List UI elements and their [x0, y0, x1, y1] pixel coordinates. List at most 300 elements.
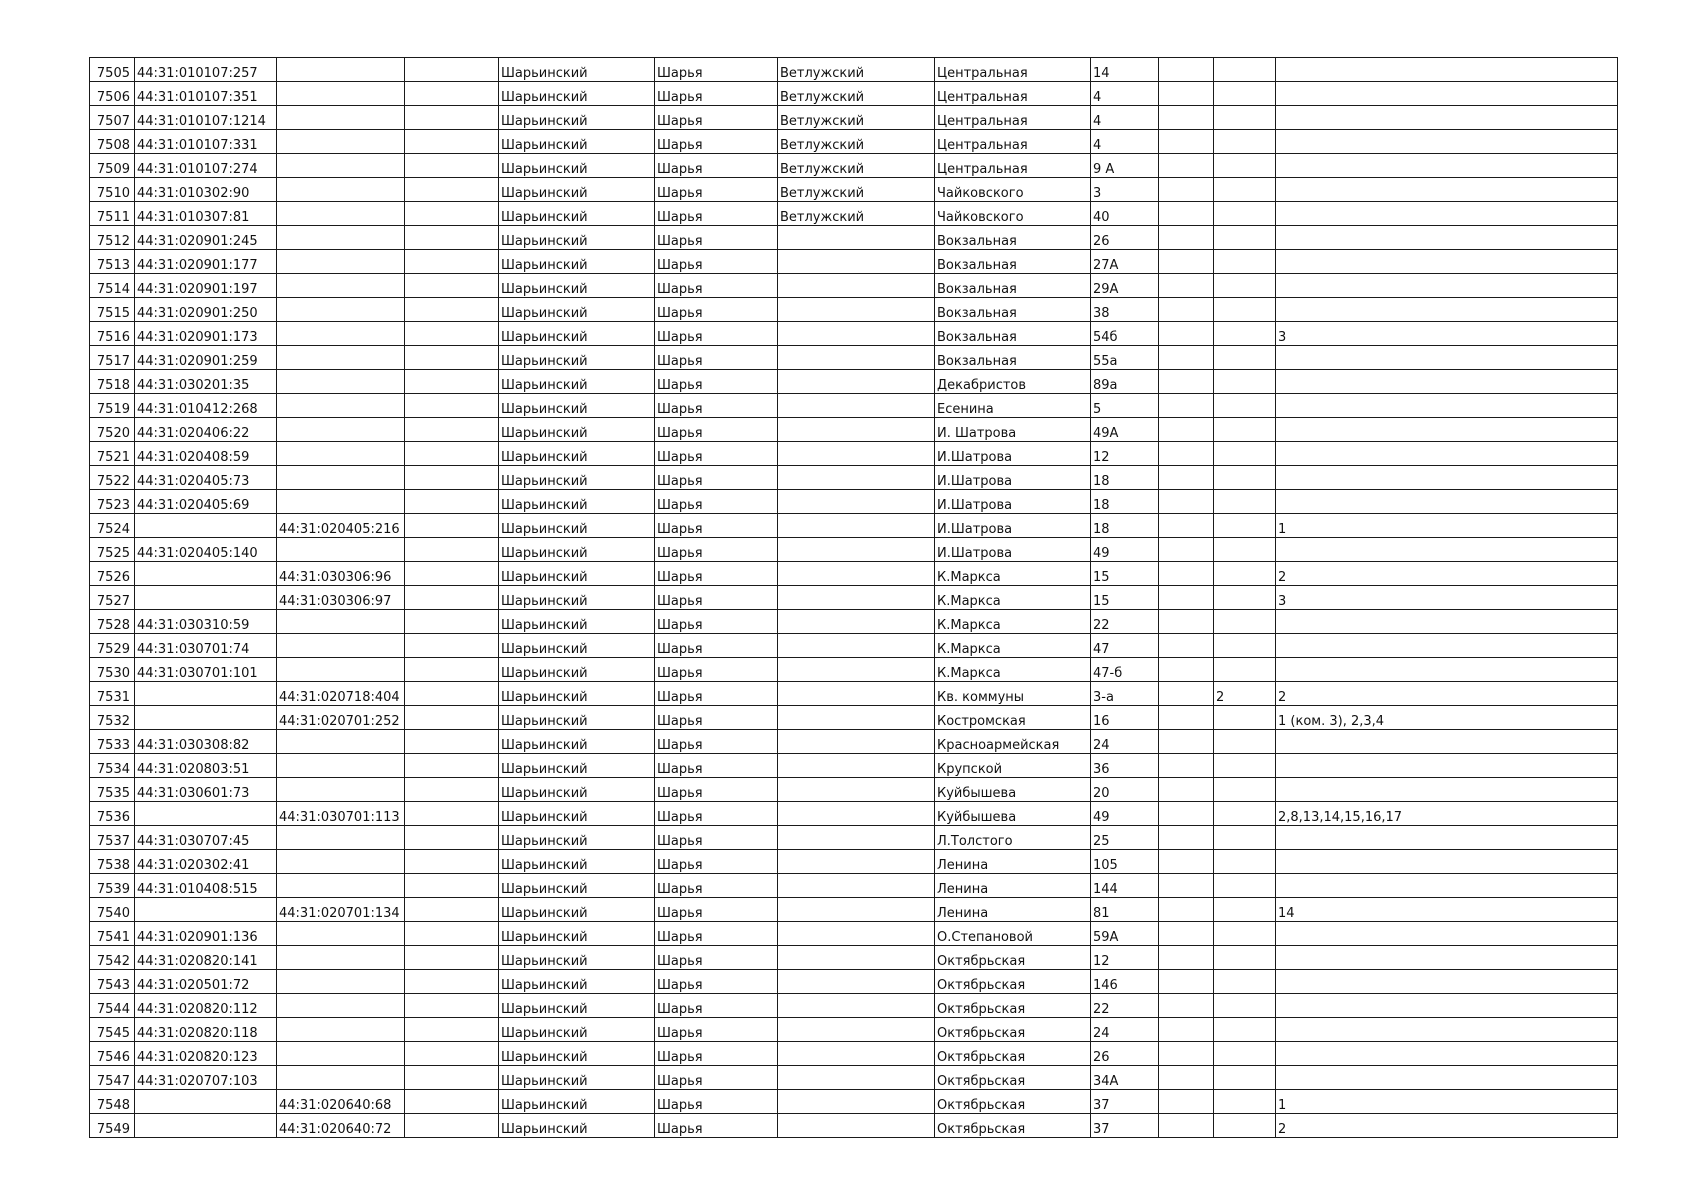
- street-cell: Центральная: [935, 82, 1091, 106]
- row-number-cell: 7536: [90, 802, 135, 826]
- row-number-cell: 7521: [90, 442, 135, 466]
- premises-cell: [1214, 1018, 1276, 1042]
- cadastral-number-cell: 44:31:020803:51: [135, 754, 277, 778]
- extra-cell: [405, 490, 499, 514]
- apartments-cell: [1276, 130, 1618, 154]
- street-cell: Октябрьская: [935, 1114, 1091, 1138]
- cadastral-number-cell: 44:31:020405:73: [135, 466, 277, 490]
- settlement-cell: [778, 970, 935, 994]
- city-cell: Шарья: [655, 682, 778, 706]
- cadastral-number-cell: 44:31:020820:123: [135, 1042, 277, 1066]
- table-row: [90, 538, 1618, 562]
- parent-cadastral-number-cell: [277, 1042, 405, 1066]
- building-cell: [1159, 202, 1214, 226]
- house-number-cell: 49А: [1091, 418, 1159, 442]
- apartments-cell: [1276, 274, 1618, 298]
- cadastral-number-cell: 44:31:020405:69: [135, 490, 277, 514]
- street-cell: Центральная: [935, 106, 1091, 130]
- street-cell: К.Маркса: [935, 610, 1091, 634]
- cadastral-number-cell: 44:31:020405:140: [135, 538, 277, 562]
- house-number-cell: 15: [1091, 562, 1159, 586]
- apartments-cell: [1276, 658, 1618, 682]
- table-row: [90, 970, 1618, 994]
- row-number-cell: 7523: [90, 490, 135, 514]
- extra-cell: [405, 370, 499, 394]
- premises-cell: [1214, 130, 1276, 154]
- table-row: [90, 442, 1618, 466]
- apartments-cell: [1276, 442, 1618, 466]
- apartments-cell: [1276, 298, 1618, 322]
- street-cell: Декабристов: [935, 370, 1091, 394]
- street-cell: Центральная: [935, 154, 1091, 178]
- house-number-cell: 55а: [1091, 346, 1159, 370]
- building-cell: [1159, 58, 1214, 82]
- cadastral-number-cell: 44:31:020901:197: [135, 274, 277, 298]
- cadastral-number-cell: 44:31:010302:90: [135, 178, 277, 202]
- cadastral-number-cell: 44:31:010307:81: [135, 202, 277, 226]
- street-cell: И.Шатрова: [935, 490, 1091, 514]
- house-number-cell: 26: [1091, 1042, 1159, 1066]
- district-cell: Шарьинский: [499, 250, 655, 274]
- house-number-cell: 25: [1091, 826, 1159, 850]
- extra-cell: [405, 706, 499, 730]
- table-row: [90, 634, 1618, 658]
- settlement-cell: [778, 442, 935, 466]
- row-number-cell: 7524: [90, 514, 135, 538]
- settlement-cell: [778, 490, 935, 514]
- table-row: [90, 874, 1618, 898]
- city-cell: Шарья: [655, 58, 778, 82]
- premises-cell: [1214, 322, 1276, 346]
- building-cell: [1159, 922, 1214, 946]
- row-number-cell: 7542: [90, 946, 135, 970]
- table-row: [90, 562, 1618, 586]
- extra-cell: [405, 82, 499, 106]
- building-cell: [1159, 874, 1214, 898]
- house-number-cell: 38: [1091, 298, 1159, 322]
- district-cell: Шарьинский: [499, 826, 655, 850]
- premises-cell: [1214, 178, 1276, 202]
- row-number-cell: 7528: [90, 610, 135, 634]
- city-cell: Шарья: [655, 538, 778, 562]
- building-cell: [1159, 778, 1214, 802]
- building-cell: [1159, 490, 1214, 514]
- row-number-cell: 7512: [90, 226, 135, 250]
- settlement-cell: [778, 754, 935, 778]
- settlement-cell: [778, 874, 935, 898]
- street-cell: Кв. коммуны: [935, 682, 1091, 706]
- building-cell: [1159, 538, 1214, 562]
- building-cell: [1159, 442, 1214, 466]
- cadastral-number-cell: 44:31:010412:268: [135, 394, 277, 418]
- building-cell: [1159, 850, 1214, 874]
- settlement-cell: [778, 226, 935, 250]
- house-number-cell: 37: [1091, 1090, 1159, 1114]
- premises-cell: [1214, 874, 1276, 898]
- settlement-cell: Ветлужский: [778, 82, 935, 106]
- city-cell: Шарья: [655, 394, 778, 418]
- row-number-cell: 7508: [90, 130, 135, 154]
- cadastral-number-cell: 44:31:030601:73: [135, 778, 277, 802]
- premises-cell: [1214, 202, 1276, 226]
- city-cell: Шарья: [655, 1090, 778, 1114]
- parent-cadastral-number-cell: [277, 970, 405, 994]
- house-number-cell: 146: [1091, 970, 1159, 994]
- cadastral-number-cell: 44:31:010107:331: [135, 130, 277, 154]
- city-cell: Шарья: [655, 730, 778, 754]
- building-cell: [1159, 106, 1214, 130]
- row-number-cell: 7506: [90, 82, 135, 106]
- row-number-cell: 7533: [90, 730, 135, 754]
- extra-cell: [405, 970, 499, 994]
- premises-cell: [1214, 730, 1276, 754]
- city-cell: Шарья: [655, 754, 778, 778]
- extra-cell: [405, 994, 499, 1018]
- cadastral-number-cell: [135, 586, 277, 610]
- settlement-cell: [778, 1114, 935, 1138]
- row-number-cell: 7516: [90, 322, 135, 346]
- extra-cell: [405, 1090, 499, 1114]
- cadastral-number-cell: 44:31:020901:173: [135, 322, 277, 346]
- city-cell: Шарья: [655, 82, 778, 106]
- city-cell: Шарья: [655, 874, 778, 898]
- settlement-cell: [778, 370, 935, 394]
- settlement-cell: [778, 898, 935, 922]
- parent-cadastral-number-cell: [277, 58, 405, 82]
- extra-cell: [405, 442, 499, 466]
- extra-cell: [405, 946, 499, 970]
- city-cell: Шарья: [655, 826, 778, 850]
- extra-cell: [405, 562, 499, 586]
- house-number-cell: 105: [1091, 850, 1159, 874]
- building-cell: [1159, 466, 1214, 490]
- district-cell: Шарьинский: [499, 274, 655, 298]
- premises-cell: [1214, 538, 1276, 562]
- table-row: [90, 418, 1618, 442]
- premises-cell: [1214, 850, 1276, 874]
- row-number-cell: 7526: [90, 562, 135, 586]
- house-number-cell: 59А: [1091, 922, 1159, 946]
- apartments-cell: [1276, 226, 1618, 250]
- street-cell: К.Маркса: [935, 586, 1091, 610]
- settlement-cell: [778, 418, 935, 442]
- house-number-cell: 49: [1091, 802, 1159, 826]
- city-cell: Шарья: [655, 514, 778, 538]
- apartments-cell: [1276, 922, 1618, 946]
- settlement-cell: [778, 298, 935, 322]
- extra-cell: [405, 202, 499, 226]
- parent-cadastral-number-cell: 44:31:020718:404: [277, 682, 405, 706]
- street-cell: Вокзальная: [935, 346, 1091, 370]
- city-cell: Шарья: [655, 1066, 778, 1090]
- extra-cell: [405, 874, 499, 898]
- apartments-cell: [1276, 754, 1618, 778]
- building-cell: [1159, 394, 1214, 418]
- parent-cadastral-number-cell: 44:31:030306:96: [277, 562, 405, 586]
- table-row: [90, 514, 1618, 538]
- extra-cell: [405, 778, 499, 802]
- extra-cell: [405, 274, 499, 298]
- district-cell: Шарьинский: [499, 226, 655, 250]
- apartments-cell: [1276, 730, 1618, 754]
- city-cell: Шарья: [655, 562, 778, 586]
- extra-cell: [405, 154, 499, 178]
- house-number-cell: 24: [1091, 1018, 1159, 1042]
- district-cell: Шарьинский: [499, 562, 655, 586]
- district-cell: Шарьинский: [499, 970, 655, 994]
- house-number-cell: 3: [1091, 178, 1159, 202]
- district-cell: Шарьинский: [499, 802, 655, 826]
- row-number-cell: 7520: [90, 418, 135, 442]
- table-row: [90, 82, 1618, 106]
- building-cell: [1159, 346, 1214, 370]
- district-cell: Шарьинский: [499, 778, 655, 802]
- table-row: [90, 730, 1618, 754]
- row-number-cell: 7530: [90, 658, 135, 682]
- parent-cadastral-number-cell: 44:31:020640:72: [277, 1114, 405, 1138]
- apartments-cell: [1276, 874, 1618, 898]
- settlement-cell: Ветлужский: [778, 58, 935, 82]
- city-cell: Шарья: [655, 202, 778, 226]
- district-cell: Шарьинский: [499, 58, 655, 82]
- premises-cell: [1214, 106, 1276, 130]
- table-row: [90, 1018, 1618, 1042]
- premises-cell: [1214, 490, 1276, 514]
- apartments-cell: 2: [1276, 682, 1618, 706]
- district-cell: Шарьинский: [499, 418, 655, 442]
- parent-cadastral-number-cell: [277, 1066, 405, 1090]
- parent-cadastral-number-cell: [277, 370, 405, 394]
- district-cell: Шарьинский: [499, 922, 655, 946]
- street-cell: Ленина: [935, 898, 1091, 922]
- district-cell: Шарьинский: [499, 610, 655, 634]
- parent-cadastral-number-cell: 44:31:020405:216: [277, 514, 405, 538]
- table-row: [90, 346, 1618, 370]
- settlement-cell: [778, 946, 935, 970]
- building-cell: [1159, 970, 1214, 994]
- row-number-cell: 7511: [90, 202, 135, 226]
- cadastral-number-cell: 44:31:010107:274: [135, 154, 277, 178]
- row-number-cell: 7544: [90, 994, 135, 1018]
- building-cell: [1159, 802, 1214, 826]
- table-row: [90, 274, 1618, 298]
- settlement-cell: [778, 514, 935, 538]
- table-row: [90, 706, 1618, 730]
- table-row: [90, 898, 1618, 922]
- parent-cadastral-number-cell: [277, 466, 405, 490]
- building-cell: [1159, 1114, 1214, 1138]
- settlement-cell: [778, 274, 935, 298]
- parent-cadastral-number-cell: [277, 442, 405, 466]
- house-number-cell: 18: [1091, 466, 1159, 490]
- building-cell: [1159, 370, 1214, 394]
- building-cell: [1159, 946, 1214, 970]
- house-number-cell: 24: [1091, 730, 1159, 754]
- house-number-cell: 47: [1091, 634, 1159, 658]
- premises-cell: [1214, 634, 1276, 658]
- district-cell: Шарьинский: [499, 202, 655, 226]
- city-cell: Шарья: [655, 442, 778, 466]
- parent-cadastral-number-cell: [277, 1018, 405, 1042]
- building-cell: [1159, 82, 1214, 106]
- settlement-cell: [778, 466, 935, 490]
- registry-table: [89, 57, 1618, 1138]
- city-cell: Шарья: [655, 130, 778, 154]
- street-cell: Ленина: [935, 850, 1091, 874]
- house-number-cell: 40: [1091, 202, 1159, 226]
- extra-cell: [405, 178, 499, 202]
- settlement-cell: [778, 1066, 935, 1090]
- apartments-cell: [1276, 154, 1618, 178]
- settlement-cell: [778, 730, 935, 754]
- table-row: [90, 1090, 1618, 1114]
- table-row: [90, 154, 1618, 178]
- row-number-cell: 7507: [90, 106, 135, 130]
- city-cell: Шарья: [655, 466, 778, 490]
- row-number-cell: 7538: [90, 850, 135, 874]
- parent-cadastral-number-cell: [277, 730, 405, 754]
- premises-cell: [1214, 154, 1276, 178]
- table-row: [90, 754, 1618, 778]
- table-row: [90, 490, 1618, 514]
- district-cell: Шарьинский: [499, 634, 655, 658]
- apartments-cell: [1276, 106, 1618, 130]
- street-cell: Октябрьская: [935, 1018, 1091, 1042]
- building-cell: [1159, 274, 1214, 298]
- premises-cell: [1214, 346, 1276, 370]
- city-cell: Шарья: [655, 274, 778, 298]
- city-cell: Шарья: [655, 586, 778, 610]
- row-number-cell: 7537: [90, 826, 135, 850]
- apartments-cell: [1276, 346, 1618, 370]
- premises-cell: [1214, 778, 1276, 802]
- premises-cell: [1214, 610, 1276, 634]
- apartments-cell: [1276, 370, 1618, 394]
- district-cell: Шарьинский: [499, 538, 655, 562]
- district-cell: Шарьинский: [499, 994, 655, 1018]
- street-cell: Октябрьская: [935, 1042, 1091, 1066]
- row-number-cell: 7548: [90, 1090, 135, 1114]
- district-cell: Шарьинский: [499, 682, 655, 706]
- apartments-cell: [1276, 178, 1618, 202]
- table-row: [90, 178, 1618, 202]
- cadastral-number-cell: [135, 562, 277, 586]
- cadastral-number-cell: [135, 1090, 277, 1114]
- district-cell: Шарьинский: [499, 898, 655, 922]
- street-cell: Л.Толстого: [935, 826, 1091, 850]
- parent-cadastral-number-cell: [277, 490, 405, 514]
- district-cell: Шарьинский: [499, 1042, 655, 1066]
- city-cell: Шарья: [655, 106, 778, 130]
- district-cell: Шарьинский: [499, 946, 655, 970]
- row-number-cell: 7540: [90, 898, 135, 922]
- parent-cadastral-number-cell: [277, 946, 405, 970]
- table-row: [90, 202, 1618, 226]
- building-cell: [1159, 1018, 1214, 1042]
- apartments-cell: [1276, 994, 1618, 1018]
- parent-cadastral-number-cell: [277, 130, 405, 154]
- apartments-cell: [1276, 970, 1618, 994]
- apartments-cell: [1276, 58, 1618, 82]
- street-cell: О.Степановой: [935, 922, 1091, 946]
- house-number-cell: 47-б: [1091, 658, 1159, 682]
- house-number-cell: 4: [1091, 130, 1159, 154]
- extra-cell: [405, 1042, 499, 1066]
- house-number-cell: 5: [1091, 394, 1159, 418]
- street-cell: Октябрьская: [935, 1066, 1091, 1090]
- premises-cell: [1214, 1090, 1276, 1114]
- district-cell: Шарьинский: [499, 1090, 655, 1114]
- table-row: [90, 1042, 1618, 1066]
- extra-cell: [405, 682, 499, 706]
- city-cell: Шарья: [655, 154, 778, 178]
- building-cell: [1159, 730, 1214, 754]
- premises-cell: [1214, 658, 1276, 682]
- building-cell: [1159, 418, 1214, 442]
- apartments-cell: [1276, 418, 1618, 442]
- parent-cadastral-number-cell: [277, 826, 405, 850]
- cadastral-number-cell: [135, 898, 277, 922]
- premises-cell: [1214, 898, 1276, 922]
- extra-cell: [405, 658, 499, 682]
- settlement-cell: [778, 1018, 935, 1042]
- row-number-cell: 7547: [90, 1066, 135, 1090]
- settlement-cell: [778, 994, 935, 1018]
- city-cell: Шарья: [655, 1018, 778, 1042]
- settlement-cell: [778, 610, 935, 634]
- parent-cadastral-number-cell: [277, 82, 405, 106]
- table-row: [90, 298, 1618, 322]
- district-cell: Шарьинский: [499, 82, 655, 106]
- street-cell: Красноармейская: [935, 730, 1091, 754]
- building-cell: [1159, 658, 1214, 682]
- parent-cadastral-number-cell: 44:31:020640:68: [277, 1090, 405, 1114]
- extra-cell: [405, 58, 499, 82]
- extra-cell: [405, 538, 499, 562]
- city-cell: Шарья: [655, 898, 778, 922]
- table-row: [90, 1066, 1618, 1090]
- house-number-cell: 14: [1091, 58, 1159, 82]
- table-row: [90, 802, 1618, 826]
- premises-cell: [1214, 586, 1276, 610]
- extra-cell: [405, 1114, 499, 1138]
- cadastral-number-cell: 44:31:020901:136: [135, 922, 277, 946]
- settlement-cell: [778, 586, 935, 610]
- building-cell: [1159, 706, 1214, 730]
- cadastral-number-cell: [135, 514, 277, 538]
- parent-cadastral-number-cell: [277, 322, 405, 346]
- extra-cell: [405, 106, 499, 130]
- house-number-cell: 4: [1091, 82, 1159, 106]
- district-cell: Шарьинский: [499, 394, 655, 418]
- extra-cell: [405, 1066, 499, 1090]
- table-row: [90, 946, 1618, 970]
- row-number-cell: 7509: [90, 154, 135, 178]
- district-cell: Шарьинский: [499, 754, 655, 778]
- parent-cadastral-number-cell: 44:31:020701:252: [277, 706, 405, 730]
- house-number-cell: 49: [1091, 538, 1159, 562]
- settlement-cell: [778, 634, 935, 658]
- settlement-cell: [778, 250, 935, 274]
- table-row: [90, 586, 1618, 610]
- table-row: [90, 1114, 1618, 1138]
- settlement-cell: Ветлужский: [778, 202, 935, 226]
- settlement-cell: [778, 538, 935, 562]
- district-cell: Шарьинский: [499, 346, 655, 370]
- street-cell: Центральная: [935, 130, 1091, 154]
- city-cell: Шарья: [655, 706, 778, 730]
- parent-cadastral-number-cell: [277, 778, 405, 802]
